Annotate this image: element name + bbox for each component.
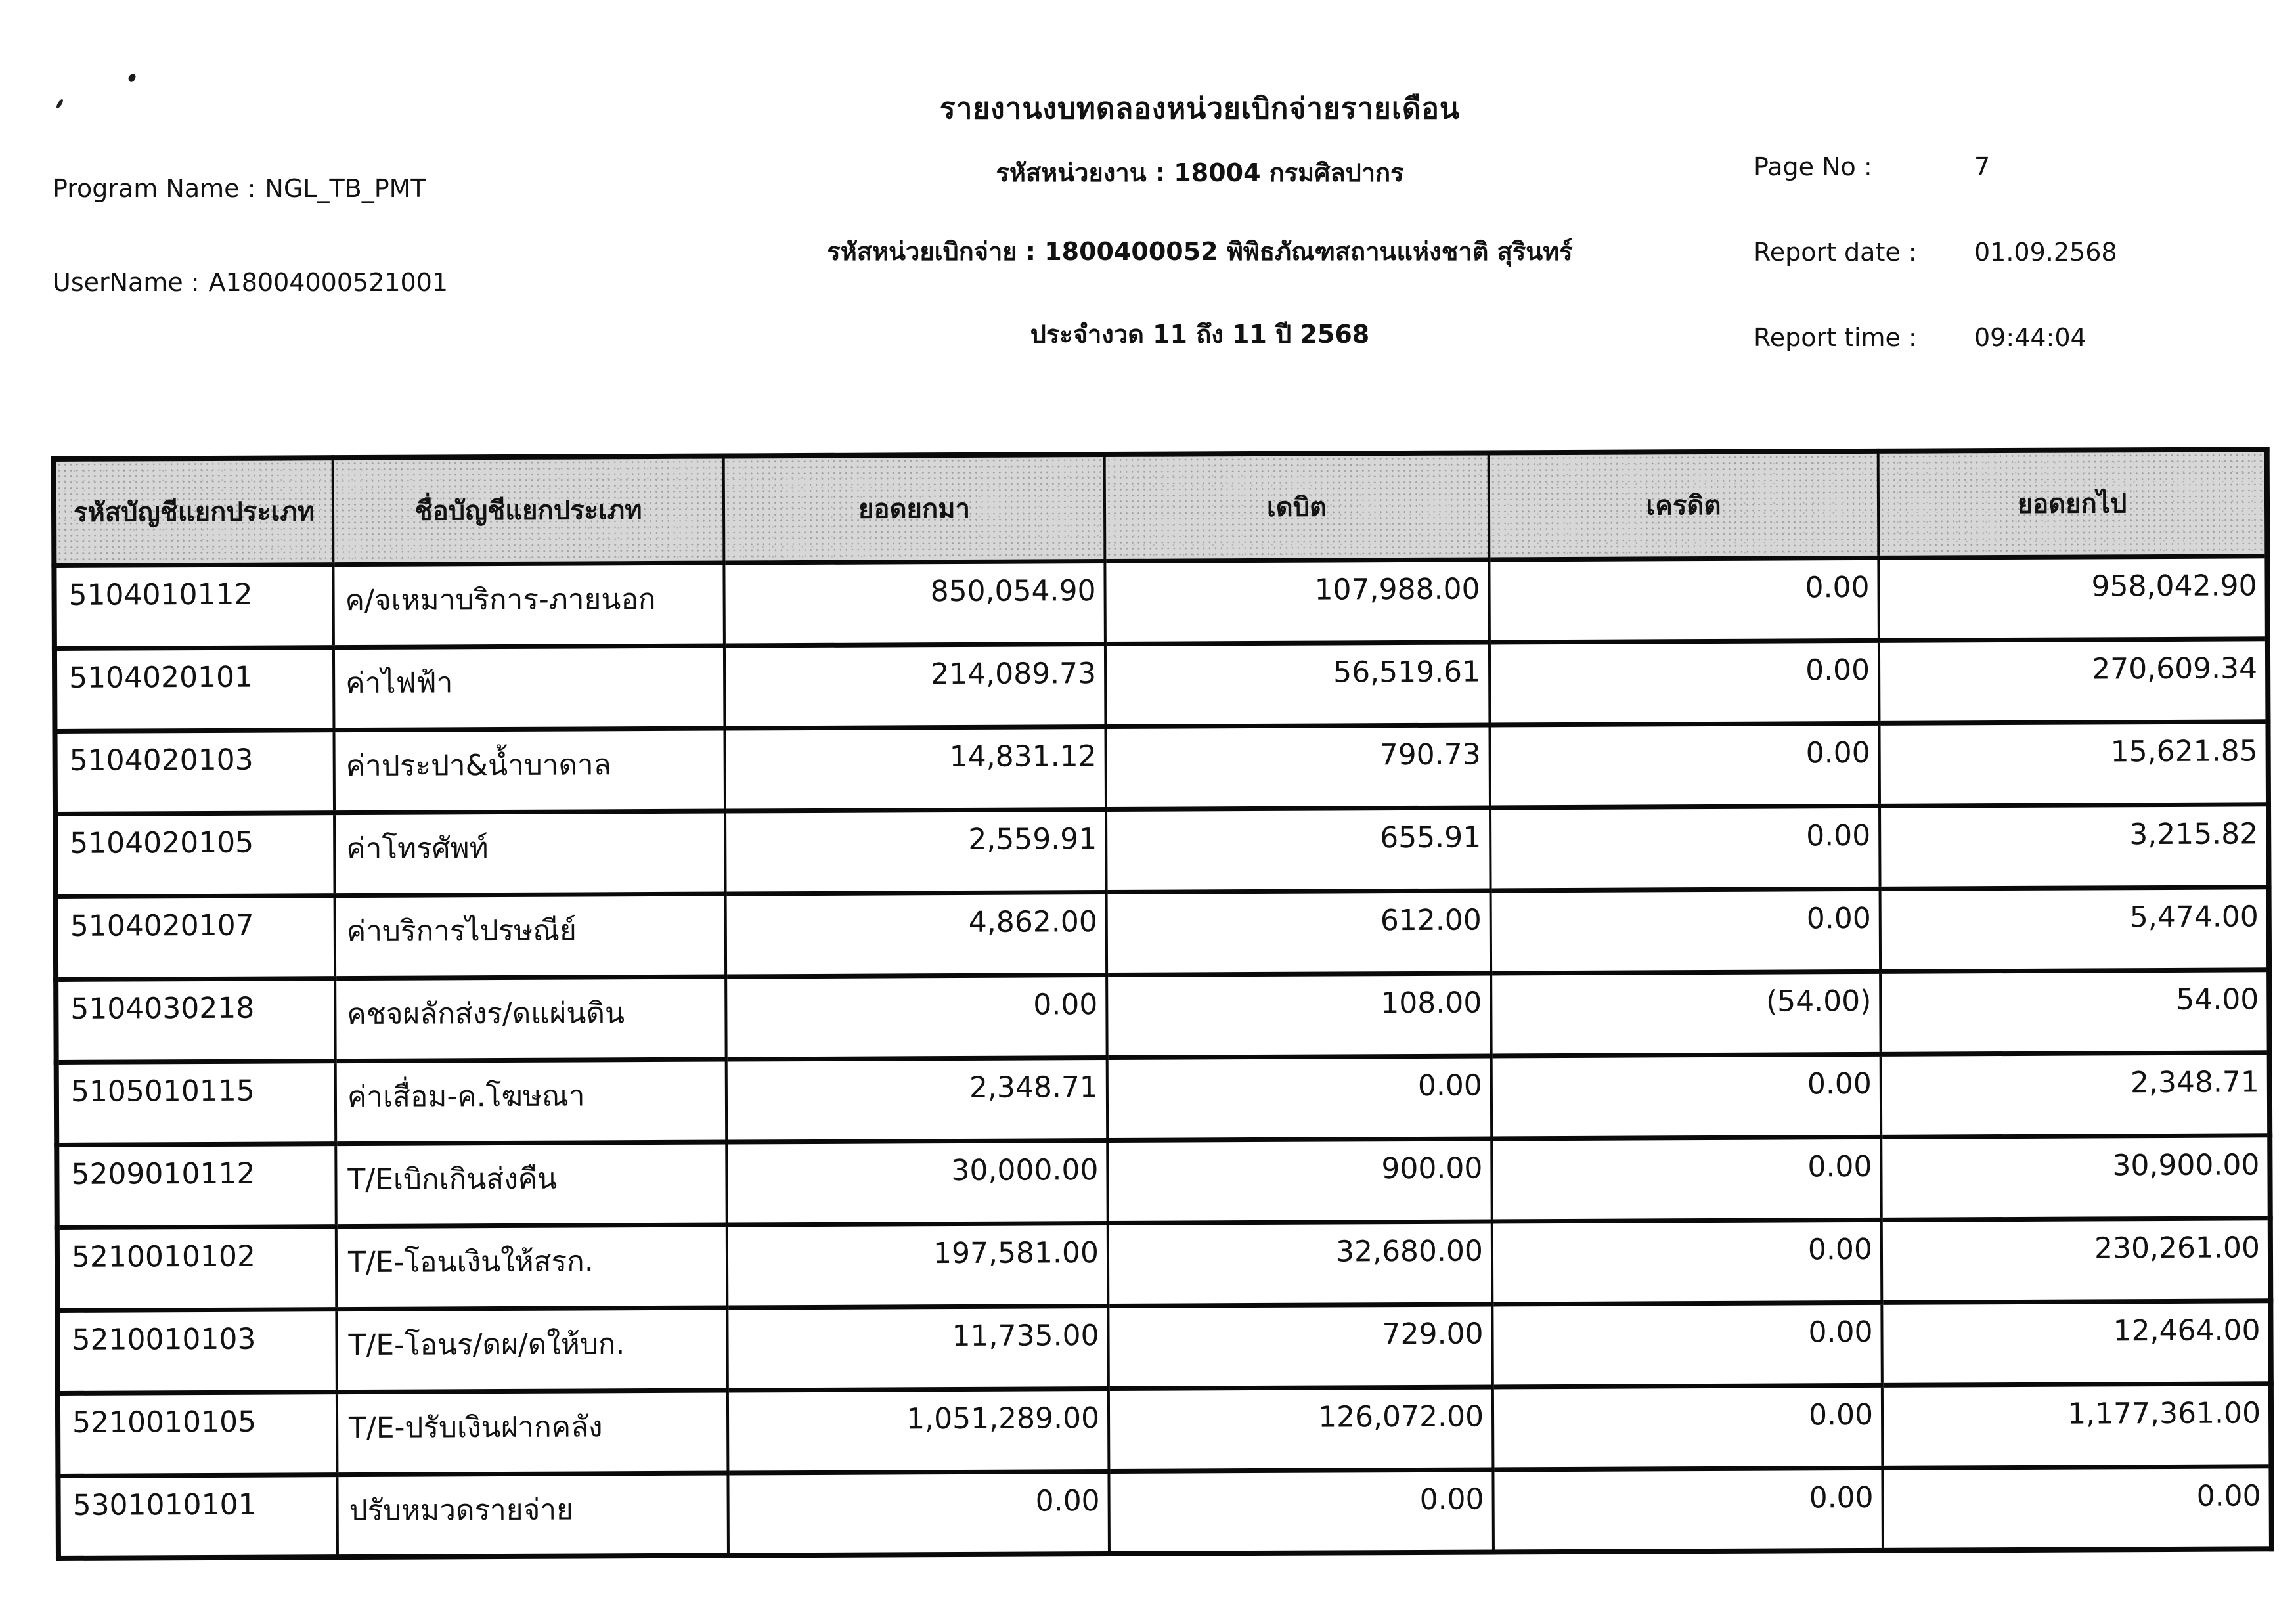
table-row — [56, 1135, 2270, 1227]
disbursing-unit-line: รหัสหน่วยเบิกจ่าย : 1800400052 พิพิธภัณฑสถานแห่งชาติ สุรินทร์ — [827, 237, 1573, 266]
trial-balance-table — [51, 447, 2274, 1561]
account-code-cell: 5209010112 — [56, 1143, 336, 1227]
col-header-beginning-balance: ยอดยกมา — [724, 454, 1105, 563]
agency-code-line: รหัสหน่วยงาน : 18004 กรมศิลปากร — [996, 158, 1404, 187]
account-name-cell: คชจผลักส่งร/ดแผ่นดิน — [335, 977, 726, 1061]
account-code-cell: 5104020101 — [55, 647, 334, 731]
report-title: รายงานงบทดลองหน่วยเบิกจ่ายรายเดือน — [940, 92, 1460, 125]
account-name-cell: T/E-โอนร/ดผ/ดให้บก. — [336, 1308, 728, 1392]
ending-balance-cell: 5,474.00 — [1880, 887, 2270, 971]
debit-cell: 655.91 — [1106, 807, 1491, 892]
table-header-row — [54, 449, 2268, 565]
debit-cell: 612.00 — [1107, 890, 1491, 975]
debit-cell: 0.00 — [1107, 1055, 1492, 1140]
table-row — [58, 1466, 2272, 1558]
account-name-cell: ค่าโทรศัพท์ — [334, 811, 726, 896]
account-name-cell: T/Eเบิกเกินส่งคืน — [336, 1142, 727, 1227]
credit-cell: 0.00 — [1490, 640, 1880, 725]
credit-cell: 0.00 — [1489, 558, 1879, 642]
page-no-value: 7 — [1974, 152, 1991, 181]
ending-balance-cell: 2,348.71 — [1881, 1052, 2270, 1137]
ending-balance-cell: 12,464.00 — [1882, 1300, 2271, 1385]
table-row — [58, 1383, 2272, 1476]
account-code-cell: 5301010101 — [58, 1474, 338, 1558]
ending-balance-cell: 1,177,361.00 — [1882, 1383, 2272, 1468]
username-line — [53, 268, 448, 297]
ending-balance-cell: 30,900.00 — [1881, 1135, 2270, 1220]
ending-balance-cell: 15,621.85 — [1879, 721, 2268, 806]
scan-artifact-dot — [127, 73, 137, 83]
ending-balance-cell: 0.00 — [1882, 1466, 2272, 1551]
col-header-ending-balance: ยอดยกไป — [1878, 449, 2268, 558]
account-name-cell: T/E-ปรับเงินฝากคลัง — [337, 1390, 728, 1475]
credit-cell: 0.00 — [1491, 1137, 1882, 1222]
credit-cell: 0.00 — [1492, 1220, 1882, 1304]
report-date-value: 01.09.2568 — [1974, 238, 2117, 267]
ending-balance-cell: 54.00 — [1880, 969, 2270, 1054]
program-name-line — [53, 174, 426, 203]
debit-cell: 900.00 — [1107, 1138, 1492, 1223]
credit-cell: (54.00) — [1491, 971, 1881, 1056]
ledger-table-body — [54, 556, 2272, 1558]
debit-cell: 107,988.00 — [1105, 559, 1490, 644]
username-value: A18004000521001 — [208, 268, 449, 297]
beginning-balance-cell: 197,581.00 — [727, 1223, 1109, 1308]
col-header-account-name: ชื่อบัญชีแยกประเภท — [333, 456, 724, 565]
report-time-line — [1754, 323, 2240, 352]
beginning-balance-cell: 2,348.71 — [726, 1057, 1108, 1142]
debit-cell: 56,519.61 — [1105, 642, 1490, 726]
beginning-balance-cell: 30,000.00 — [726, 1140, 1108, 1225]
ending-balance-cell: 958,042.90 — [1878, 556, 2268, 640]
debit-cell: 729.00 — [1108, 1304, 1493, 1388]
account-code-cell: 5210010105 — [58, 1392, 338, 1476]
col-header-account-code: รหัสบัญชีแยกประเภท — [54, 458, 334, 565]
debit-cell: 0.00 — [1109, 1469, 1493, 1554]
ending-balance-cell: 230,261.00 — [1882, 1218, 2271, 1302]
account-code-cell: 5104020105 — [55, 812, 335, 896]
debit-cell: 790.73 — [1105, 724, 1490, 809]
table-row — [57, 1300, 2271, 1393]
table-row — [55, 804, 2269, 896]
table-row — [54, 556, 2268, 648]
program-name-value: NGL_TB_PMT — [265, 174, 426, 203]
page-no-label: Page No : — [1754, 152, 1872, 181]
beginning-balance-cell: 14,831.12 — [724, 726, 1106, 811]
col-header-debit: เดบิต — [1105, 452, 1490, 561]
ending-balance-cell: 3,215.82 — [1880, 804, 2269, 889]
credit-cell: 0.00 — [1493, 1468, 1883, 1553]
debit-cell: 32,680.00 — [1108, 1221, 1493, 1306]
report-time-label: Report time : — [1754, 323, 1917, 352]
beginning-balance-cell: 0.00 — [728, 1471, 1109, 1556]
table-row — [55, 721, 2268, 814]
report-time-value: 09:44:04 — [1974, 323, 2086, 352]
account-code-cell: 5104020107 — [56, 895, 336, 979]
table-row — [55, 638, 2268, 731]
page-no-line — [1754, 152, 2240, 181]
report-date-label: Report date : — [1754, 238, 1917, 267]
table-row — [57, 1218, 2271, 1310]
trial-balance-table-wrap — [51, 447, 2274, 1561]
period-line: ประจำงวด 11 ถึง 11 ปี 2568 — [1030, 320, 1370, 349]
credit-cell: 0.00 — [1493, 1385, 1883, 1470]
credit-cell: 0.00 — [1490, 806, 1880, 891]
table-row — [56, 1052, 2270, 1145]
beginning-balance-cell: 11,735.00 — [727, 1306, 1109, 1390]
beginning-balance-cell: 214,089.73 — [724, 644, 1106, 728]
beginning-balance-cell: 2,559.91 — [725, 809, 1107, 894]
credit-cell: 0.00 — [1492, 1302, 1882, 1387]
beginning-balance-cell: 4,862.00 — [726, 892, 1107, 977]
col-header-credit: เครดิต — [1489, 451, 1879, 560]
account-name-cell: ค่าบริการไปรษณีย์ — [335, 894, 726, 979]
account-code-cell: 5104010112 — [54, 564, 334, 648]
account-code-cell: 5105010115 — [56, 1061, 336, 1145]
header-row — [54, 449, 2268, 565]
table-row — [56, 887, 2270, 979]
scan-artifact-comma — [55, 99, 64, 110]
account-name-cell: T/E-โอนเงินให้สรก. — [336, 1225, 728, 1310]
beginning-balance-cell: 1,051,289.00 — [728, 1388, 1109, 1473]
account-name-cell: ค่าเสื่อม-ค.โฆษณา — [336, 1059, 727, 1144]
account-name-cell: ค/จเหมาบริการ-ภายนอก — [333, 563, 724, 648]
ending-balance-cell: 270,609.34 — [1879, 638, 2268, 723]
program-name-label: Program Name : — [53, 174, 256, 203]
beginning-balance-cell: 850,054.90 — [724, 561, 1105, 646]
report-date-line — [1754, 238, 2240, 267]
account-code-cell: 5104020103 — [55, 730, 334, 814]
account-name-cell: ค่าไฟฟ้า — [334, 646, 725, 730]
credit-cell: 0.00 — [1491, 1054, 1882, 1139]
debit-cell: 126,072.00 — [1109, 1386, 1493, 1471]
account-code-cell: 5210010102 — [57, 1226, 337, 1310]
beginning-balance-cell: 0.00 — [726, 975, 1107, 1059]
credit-cell: 0.00 — [1491, 889, 1881, 973]
username-label: UserName : — [53, 268, 200, 297]
debit-cell: 108.00 — [1107, 973, 1491, 1057]
account-code-cell: 5210010103 — [57, 1309, 337, 1393]
account-name-cell: ค่าประปา&น้ำบาดาล — [334, 728, 725, 813]
table-row — [56, 969, 2270, 1062]
account-code-cell: 5104030218 — [56, 978, 336, 1062]
account-name-cell: ปรับหมวดรายจ่าย — [337, 1473, 728, 1558]
credit-cell: 0.00 — [1490, 723, 1880, 808]
